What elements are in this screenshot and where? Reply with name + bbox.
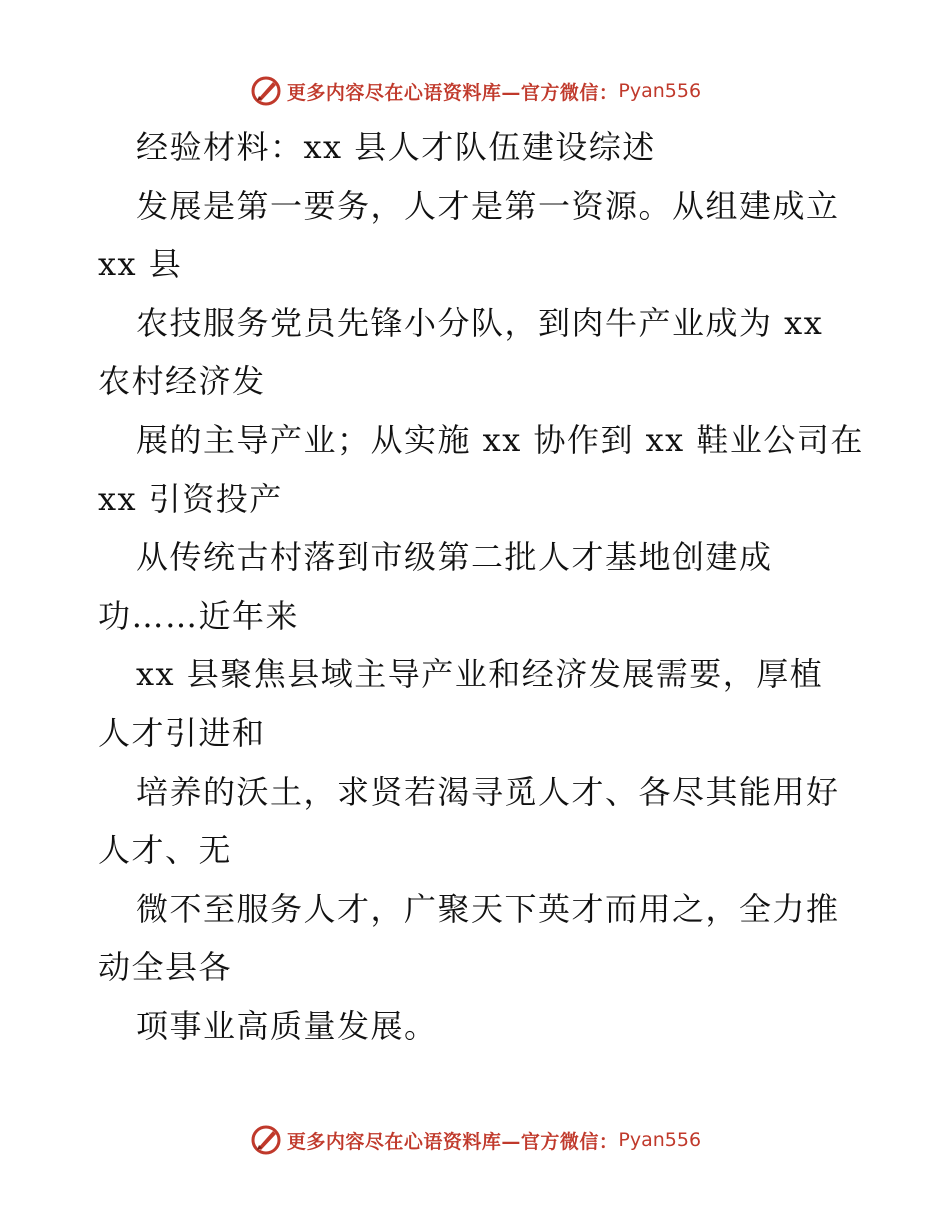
paragraph-line: 人才、无 <box>98 831 233 870</box>
header-banner <box>0 71 950 111</box>
paragraph-line: 展的主导产业；从实施 xx 协作到 xx 鞋业公司在 <box>136 420 864 459</box>
paragraph-line: 项事业高质量发展。 <box>136 1006 438 1045</box>
footer-banner-text: 更多内容尽在心语资料库—官方微信： <box>286 1130 619 1153</box>
header-banner-contact: Pyan556 <box>618 80 702 102</box>
paragraph-line: xx 县聚焦县域主导产业和经济发展需要，厚植 <box>136 655 824 694</box>
paragraph-line: 微不至服务人才，广聚天下英才而用之，全力推 <box>136 889 840 928</box>
quill-pen-logo-icon <box>249 1123 283 1157</box>
paragraph-line: xx 引资投产 <box>98 479 283 518</box>
paragraph-line: 人才引进和 <box>98 713 266 752</box>
paragraph-line: 发展是第一要务，人才是第一资源。从组建成立 <box>136 186 840 225</box>
paragraph-line: 功……近年来 <box>98 596 300 635</box>
quill-pen-logo-icon <box>249 74 283 108</box>
paragraph-line: xx 县 <box>98 245 183 284</box>
header-banner-text: 更多内容尽在心语资料库—官方微信： <box>286 81 619 104</box>
paragraph-line: 动全县各 <box>98 948 233 987</box>
paragraph-line: 农村经济发 <box>98 362 266 401</box>
paragraph-line: 培养的沃土，求贤若渴寻觅人才、各尽其能用好 <box>136 772 840 811</box>
footer-banner-contact: Pyan556 <box>618 1129 702 1151</box>
paragraph-line: 从传统古村落到市级第二批人才基地创建成 <box>136 538 773 577</box>
document-body <box>98 118 864 1056</box>
footer-banner <box>0 1120 950 1160</box>
document-title: 经验材料：xx 县人才队伍建设综述 <box>136 128 656 166</box>
paragraph-line: 农技服务党员先锋小分队，到肉牛产业成为 xx <box>136 303 824 342</box>
